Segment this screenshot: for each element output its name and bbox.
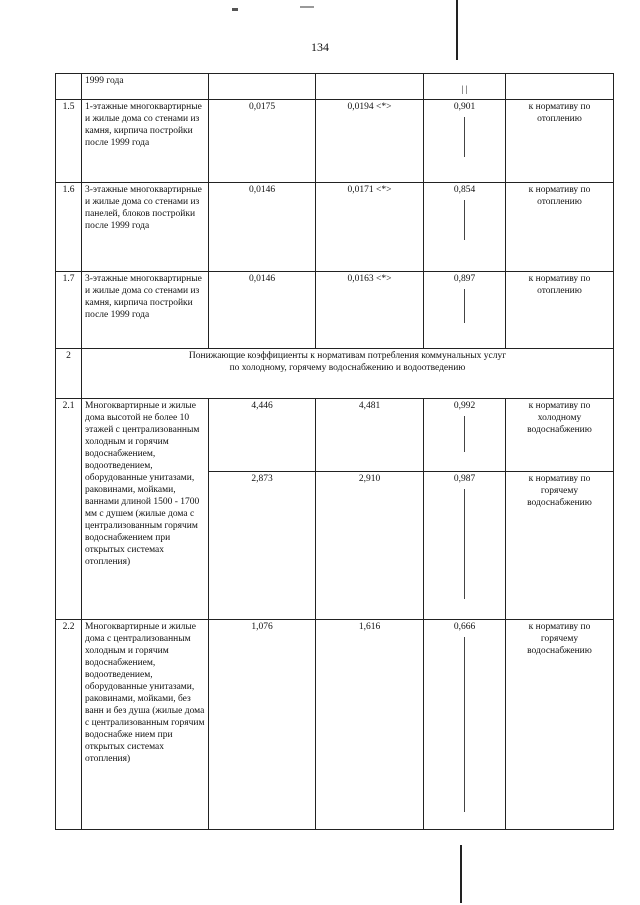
- row-number: [56, 74, 82, 100]
- value-cell: | |: [424, 74, 506, 100]
- value-cell: 1,076: [209, 620, 316, 830]
- section-title-line: Понижающие коэффициенты к нормативам потребления коммунальных услуг: [188, 351, 507, 361]
- value-cell: [209, 74, 316, 100]
- section-header-row: [56, 349, 614, 399]
- row-number: 1.6: [56, 183, 82, 272]
- value-cell: 0,901: [424, 100, 506, 183]
- row-description: 1-этажные многоквартирные и жилые дома со стенами из камня, кирпича постройки после 1999 года: [82, 100, 209, 183]
- row-description: Многоквартирные и жилые дома с централизованным холодным и горячим водоснабжением, водоотведением, оборудованные унитазами, раковинами, мойками, без ванн и без душа (жилые дома с централизованным горячим водоснабже нием при открытых системах отопления): [82, 620, 209, 830]
- value-cell: 0,987: [424, 472, 506, 620]
- value-cell: 0,666: [424, 620, 506, 830]
- row-number: 1.5: [56, 100, 82, 183]
- table-row: [56, 183, 614, 272]
- note-cell: к нормативу по отоплению: [506, 183, 614, 272]
- value-cell: 0,0194 <*>: [316, 100, 424, 183]
- table-row: [56, 272, 614, 349]
- row-number: 1.7: [56, 272, 82, 349]
- section-title: [82, 349, 614, 399]
- value-cell: 2,873: [209, 472, 316, 620]
- binding-mark: [460, 845, 462, 903]
- scan-speck: [232, 8, 238, 11]
- scan-speck: [300, 6, 314, 8]
- row-description: 1999 года: [82, 74, 209, 100]
- binding-mark: [456, 0, 458, 60]
- note-cell: к нормативу по горячему водоснабжению: [506, 620, 614, 830]
- value-cell: 2,910: [316, 472, 424, 620]
- table-row: [56, 620, 614, 830]
- table-row: [56, 74, 614, 100]
- value-cell: 0,0175: [209, 100, 316, 183]
- value-cell: 0,992: [424, 399, 506, 472]
- table-row: [56, 399, 614, 472]
- row-number: 2.2: [56, 620, 82, 830]
- note-cell: к нормативу по горячему водоснабжению: [506, 472, 614, 620]
- section-title-line: по холодному, горячему водоснабжению и водоотведению: [229, 363, 466, 373]
- value-cell: 1,616: [316, 620, 424, 830]
- value-cell: 0,854: [424, 183, 506, 272]
- table-row: [56, 100, 614, 183]
- value-cell: 0,897: [424, 272, 506, 349]
- row-number: 2.1: [56, 399, 82, 620]
- value-cell: [316, 74, 424, 100]
- note-cell: к нормативу по отоплению: [506, 272, 614, 349]
- value-cell: 4,481: [316, 399, 424, 472]
- section-number: 2: [56, 349, 82, 399]
- value-cell: 0,0171 <*>: [316, 183, 424, 272]
- note-cell: к нормативу по отоплению: [506, 100, 614, 183]
- row-description: 3-этажные многоквартирные и жилые дома со стенами из панелей, блоков постройки после 1999 года: [82, 183, 209, 272]
- value-cell: 0,0146: [209, 272, 316, 349]
- row-description: 3-этажные многоквартирные и жилые дома со стенами из камня, кирпича постройки после 1999 года: [82, 272, 209, 349]
- value-cell: 0,0163 <*>: [316, 272, 424, 349]
- page-number: 134: [311, 40, 329, 54]
- note-cell: [506, 74, 614, 100]
- value-cell: 0,0146: [209, 183, 316, 272]
- row-description: Многоквартирные и жилые дома высотой не более 10 этажей с централизованным холодным и горячим водоснабжением, водоотведением, оборудованные унитазами, раковинами, мойками, ваннами длиной 1500 - 1700 мм с душем (жилые дома с централизованным горячим водоснабжением при открытых системах отопления): [82, 399, 209, 620]
- coefficients-table: [55, 73, 614, 830]
- note-cell: к нормативу по холодному водоснабжению: [506, 399, 614, 472]
- value-cell: 4,446: [209, 399, 316, 472]
